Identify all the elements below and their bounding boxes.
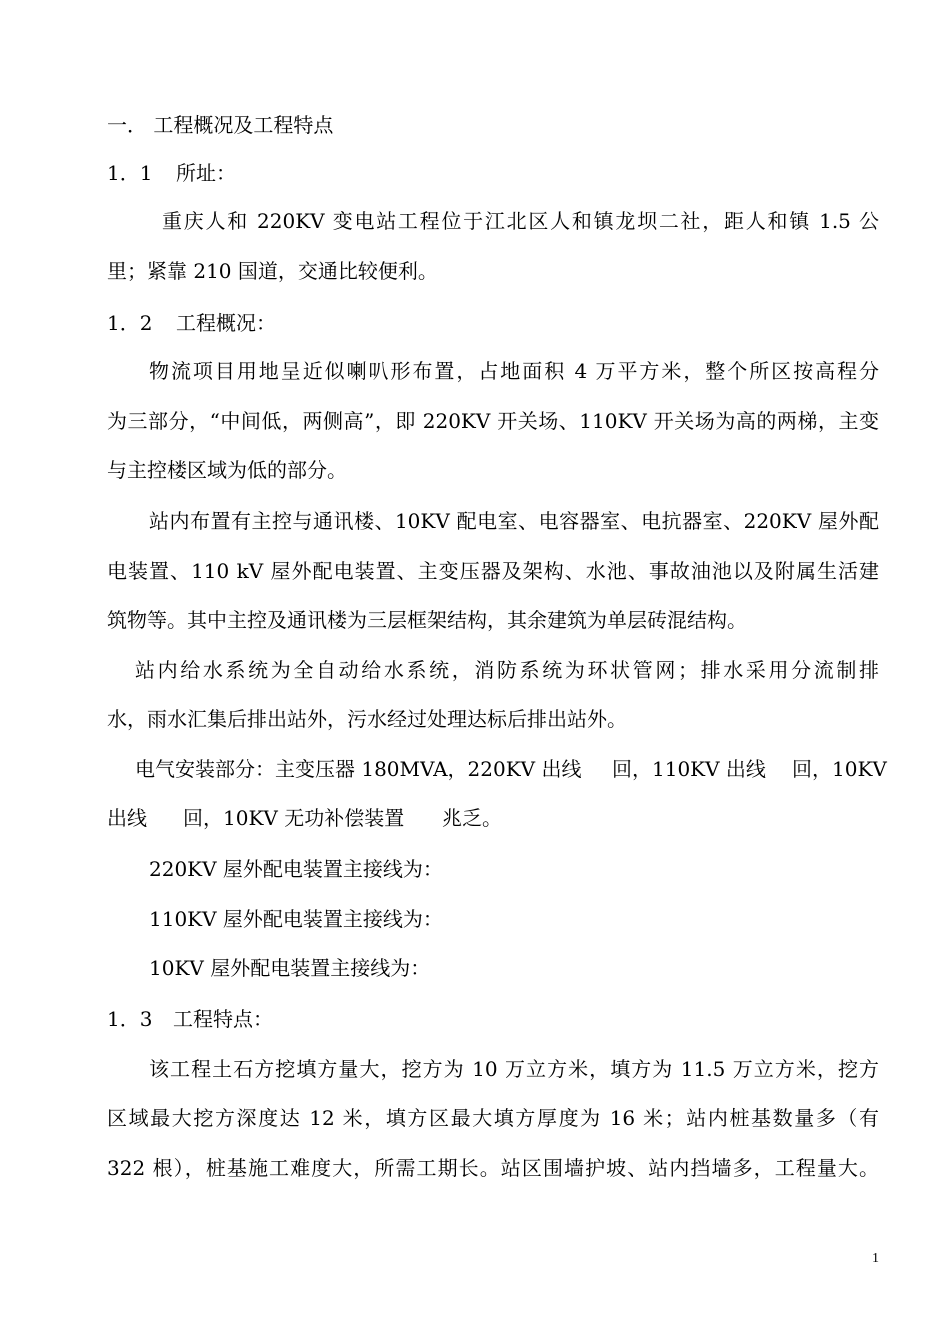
paragraph-line — [0, 1055, 950, 1083]
paragraph-line — [0, 407, 950, 435]
subsection-1-1 — [0, 159, 950, 187]
paragraph-line — [0, 357, 950, 385]
paragraph-text: 站内布置有主控与通讯楼、10KV 配电室、电容器室、电抗器室、220KV 屋外配 — [149, 509, 879, 533]
paragraph-text: 为三部分，“中间低，两侧高”，即 220KV 开关场、110KV 开关场为高的两梯，主变 — [107, 409, 879, 433]
paragraph-text: 与主控楼区域为低的部分。 — [107, 458, 347, 482]
paragraph-text: 重庆人和 220KV 变电站工程位于江北区人和镇龙坝二社，距人和镇 1.5 公 — [162, 209, 879, 233]
paragraph-text: 水，雨水汇集后排出站外，污水经过处理达标后排出站外。 — [107, 707, 627, 731]
paragraph-text: 回，10KV 无功补偿装置 — [183, 806, 405, 830]
paragraph-text: 回，110KV 出线 — [612, 757, 766, 781]
subsection-number: 1．3 — [107, 1007, 153, 1031]
paragraph-line — [0, 755, 950, 783]
subsection-number: 1．1 — [107, 161, 153, 185]
subsection-1-2 — [0, 309, 950, 337]
paragraph-line — [0, 905, 950, 933]
paragraph-line — [0, 656, 950, 684]
paragraph-line — [0, 1154, 950, 1182]
paragraph-text: 回，10KV — [792, 757, 887, 781]
paragraph-text: 电装置、110 kV 屋外配电装置、主变压器及架构、水池、事故油池以及附属生活建 — [107, 559, 879, 583]
paragraph-text: 站内给水系统为全自动给水系统，消防系统为环状管网；排水采用分流制排 — [135, 658, 879, 682]
paragraph-text: 出线 — [107, 806, 147, 830]
subsection-title: 所址： — [176, 161, 236, 185]
paragraph-line — [0, 705, 950, 733]
paragraph-text: 里；紧靠 210 国道，交通比较便利。 — [107, 259, 438, 283]
paragraph-line — [0, 207, 950, 235]
paragraph-line — [0, 954, 950, 982]
section-heading — [0, 111, 950, 139]
page-number: 1 — [872, 1251, 879, 1266]
paragraph-text: 区域最大挖方深度达 12 米，填方区最大填方厚度为 16 米；站内桩基数量多（有 — [107, 1106, 879, 1130]
paragraph-text: 兆乏。 — [442, 806, 502, 830]
paragraph-text: 10KV 屋外配电装置主接线为： — [149, 956, 431, 980]
paragraph-text: 电气安装部分：主变压器 180MVA，220KV 出线 — [135, 757, 582, 781]
paragraph-line — [0, 804, 950, 832]
paragraph-text: 322 根），桩基施工难度大，所需工期长。站区围墙护坡、站内挡墙多，工程量大。 — [107, 1156, 879, 1180]
paragraph-line — [0, 606, 950, 634]
paragraph-line — [0, 855, 950, 883]
paragraph-text: 该工程土石方挖填方量大，挖方为 10 万立方米，填方为 11.5 万立方米，挖方 — [149, 1057, 879, 1081]
paragraph-line — [0, 1104, 950, 1132]
paragraph-text: 220KV 屋外配电装置主接线为： — [149, 857, 443, 881]
paragraph-text: 物流项目用地呈近似喇叭形布置，占地面积 4 万平方米，整个所区按高程分 — [149, 359, 879, 383]
paragraph-text: 110KV 屋外配电装置主接线为： — [149, 907, 443, 931]
subsection-title: 工程概况： — [176, 311, 276, 335]
section-heading-text: 一． 工程概况及工程特点 — [107, 113, 334, 137]
subsection-title: 工程特点： — [173, 1007, 273, 1031]
subsection-1-3 — [0, 1005, 950, 1033]
subsection-number: 1．2 — [107, 311, 153, 335]
paragraph-line — [0, 507, 950, 535]
paragraph-line — [0, 257, 950, 285]
paragraph-line — [0, 557, 950, 585]
paragraph-text: 筑物等。其中主控及通讯楼为三层框架结构，其余建筑为单层砖混结构。 — [107, 608, 747, 632]
paragraph-line — [0, 456, 950, 484]
